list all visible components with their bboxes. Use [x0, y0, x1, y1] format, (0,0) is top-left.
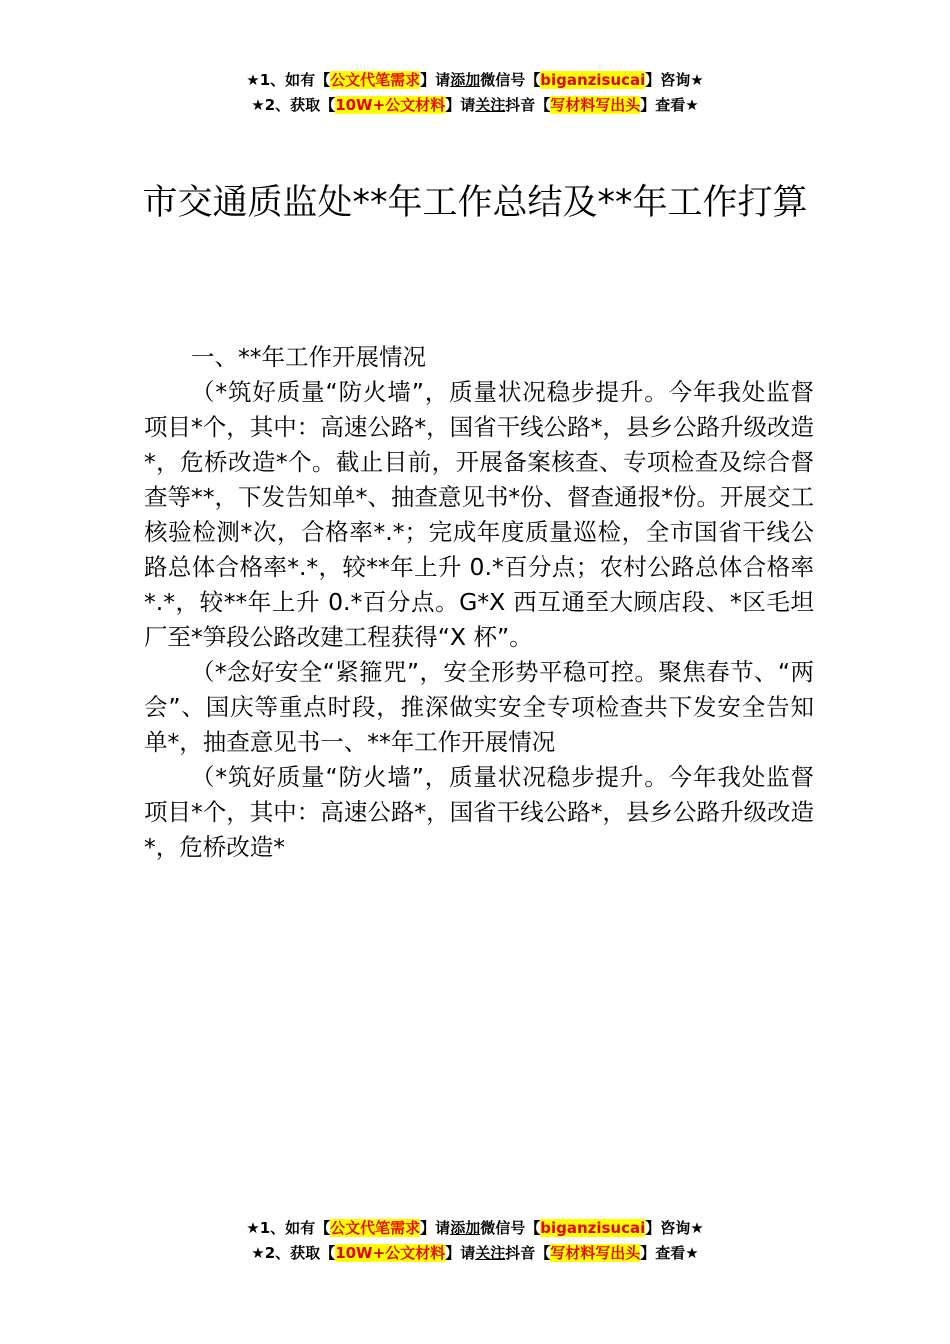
banner-text: 】请 — [445, 1244, 476, 1262]
banner-underlined-text: 关注 — [475, 1244, 506, 1262]
banner-underlined-text: 关注 — [475, 96, 506, 114]
banner-underlined-text: 添加 — [450, 1219, 481, 1237]
banner-text: 】咨询★ — [645, 1219, 704, 1237]
header-banner — [0, 68, 950, 118]
banner-highlight-wechat-id: biganzisucai — [540, 71, 646, 89]
banner-text: ★1、如有【 — [246, 71, 331, 89]
banner-text: 】请 — [445, 96, 476, 114]
footer-banner — [0, 1216, 950, 1266]
section-heading: 一、**年工作开展情况 — [191, 343, 426, 371]
banner-text: 抖音【 — [505, 1244, 551, 1262]
document-body — [144, 340, 814, 865]
banner-highlight: 10W+公文材料 — [335, 1244, 446, 1262]
body-paragraph: （*筑好质量“防火墙”，质量状况稳步提升。今年我处监督项目*个，其中：高速公路*，国省干线公路*，县乡公路升级改造*，危桥改造* — [144, 763, 814, 861]
banner-line-1 — [0, 1216, 950, 1241]
banner-text: 微信号【 — [480, 1219, 541, 1237]
banner-text: 微信号【 — [480, 71, 541, 89]
banner-text: 抖音【 — [505, 96, 551, 114]
banner-line-2 — [0, 93, 950, 118]
banner-highlight-wechat-id: biganzisucai — [540, 1219, 646, 1237]
body-paragraph: （*念好安全“紧箍咒”，安全形势平稳可控。聚焦春节、“两会”、国庆等重点时段，推深做实安全专项检查共下发安全告知单*，抽查意见书一、**年工作开展情况 — [144, 658, 814, 756]
banner-highlight: 公文代笔需求 — [330, 1219, 421, 1237]
banner-text: ★1、如有【 — [246, 1219, 331, 1237]
banner-text: 】咨询★ — [645, 71, 704, 89]
banner-highlight: 10W+公文材料 — [335, 96, 446, 114]
banner-text: 】查看★ — [640, 96, 699, 114]
banner-text: 】请 — [420, 1219, 451, 1237]
banner-underlined-text: 添加 — [450, 71, 481, 89]
banner-line-1 — [0, 68, 950, 93]
banner-highlight-douyin-id: 写材料写出头 — [550, 96, 641, 114]
banner-text: ★2、获取【 — [251, 1244, 336, 1262]
body-paragraph: （*筑好质量“防火墙”，质量状况稳步提升。今年我处监督项目*个，其中：高速公路*，国省干线公路*，县乡公路升级改造*，危桥改造*个。截止目前，开展备案核查、专项检查及综合督查等**，下发告知单*、抽查意见书*份、督查通报*份。开展交工核验检测*次，合格率*.*；完成年度质量巡检，全市国省干线公路总体合格率*.*，较**年上升 0.*百分点；农村公路总体合格率*.*，较**年上升 0.*百分点。G*X 西互通至大顾店段、*区毛坦厂至*笋段公路改建工程获得“X 杯”。 — [144, 378, 814, 651]
banner-text: ★2、获取【 — [251, 96, 336, 114]
banner-text: 】请 — [420, 71, 451, 89]
banner-line-2 — [0, 1241, 950, 1266]
document-title: 市交通质监处**年工作总结及**年工作打算 — [142, 183, 808, 223]
banner-highlight: 公文代笔需求 — [330, 71, 421, 89]
banner-text: 】查看★ — [640, 1244, 699, 1262]
banner-highlight-douyin-id: 写材料写出头 — [550, 1244, 641, 1262]
